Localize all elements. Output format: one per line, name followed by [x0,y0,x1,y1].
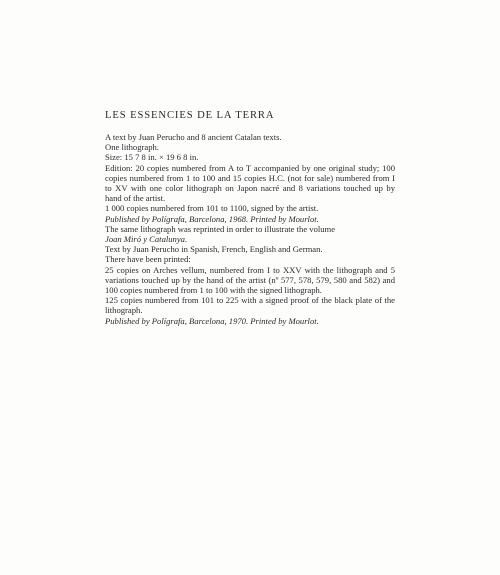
entry-line: 25 copies on Arches vellum, numbered from I to XXV with the lithograph and 5 variations touched up by the hand of the artist (nº 577, 578, 579, 580 and 582) and 100 copies numbered from 1 to 100 with the signed lithograph. [105,264,395,296]
entry-line: A text by Juan Perucho and 8 ancient Catalan texts. [105,132,282,142]
entry-line-italic: Published by Polígrafa, Barcelona, 1968. Printed by Mourlot. [105,213,319,224]
entry-line: 1 000 copies numbered from 101 to 1100, signed by the artist. [105,203,319,214]
entry-line: There have been printed: [105,254,191,265]
entry-title: LES ESSENCIES DE LA TERRA [105,110,275,121]
entry-line-italic: Published by Polígrafa, Barcelona, 1970. Printed by Mourlot. [105,315,319,326]
entry-line: Size: 15 7 8 in. × 19 6 8 in. [105,152,199,163]
entry-line: Edition: 20 copies numbered from A to T accompanied by one original study; 100 copies numbered from 1 to 100 and 15 copies H.C. (not for sale) numbered from I to XV with one color lithograph on Japon nacré and 8 variations touched up by hand of the artist. [105,162,395,204]
entry-line-italic: Joan Miró y Catalunya. [105,234,188,245]
entry-body [105,132,395,326]
catalogue-entry [105,109,395,326]
entry-line: Text by Juan Perucho in Spanish, French, English and German. [105,244,323,255]
entry-line: The same lithograph was reprinted in order to illustrate the volume [105,223,336,234]
entry-line: 125 copies numbered from 101 to 225 with a signed proof of the black plate of the lithograph. [105,295,395,316]
entry-line: One lithograph. [105,142,159,153]
